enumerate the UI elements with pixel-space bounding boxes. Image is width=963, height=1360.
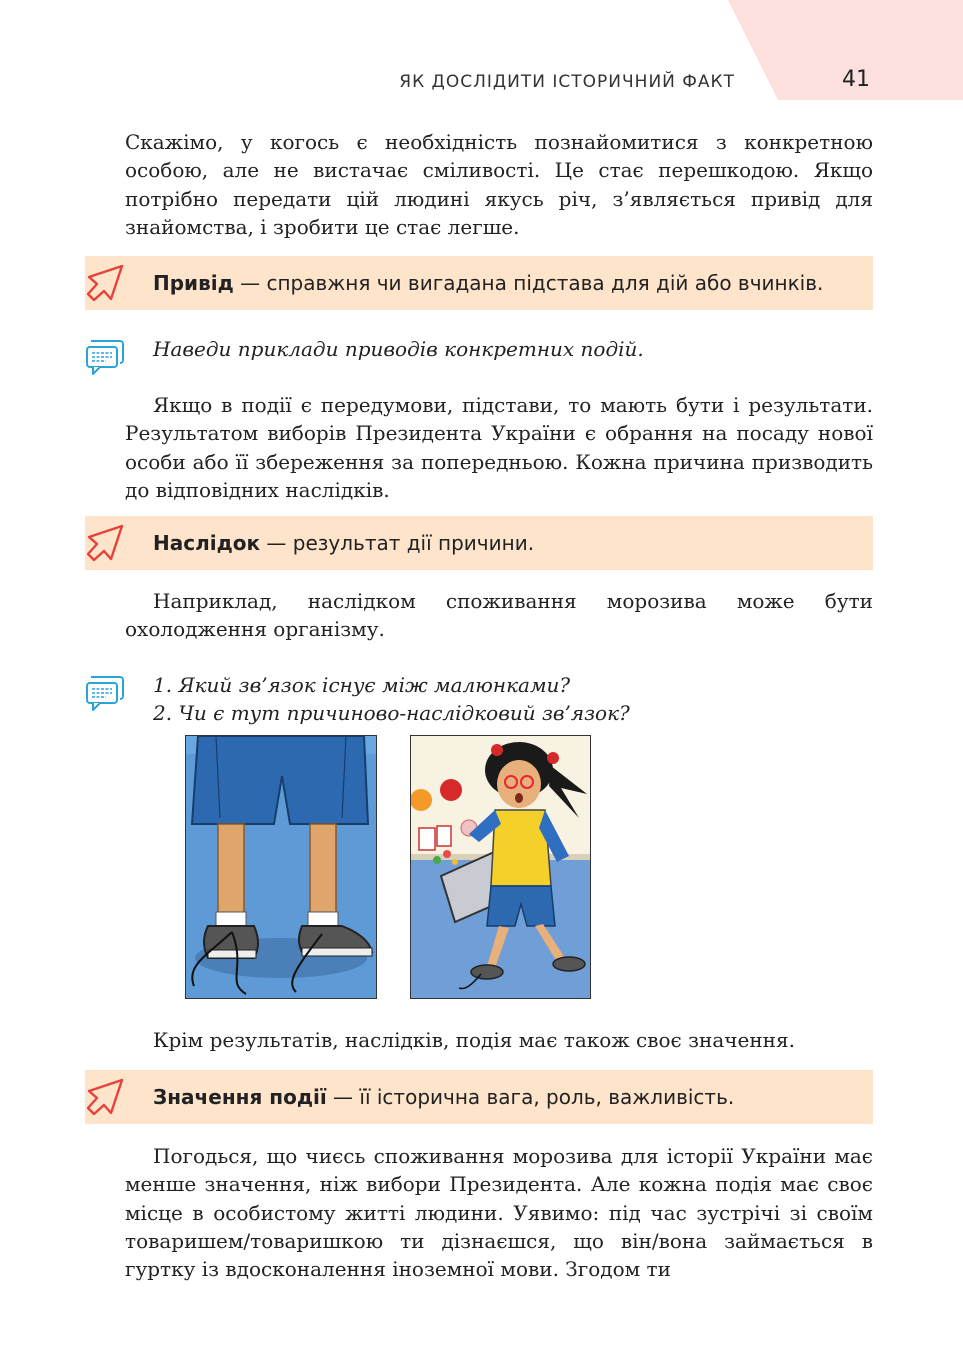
chat-icon [84, 674, 126, 714]
definition-term: Значення події [153, 1085, 327, 1109]
paragraph-4: Крім результатів, наслідків, подія має також своє значення. [153, 1028, 795, 1052]
definition-term: Привід [153, 271, 234, 295]
paragraph-1: Скажімо, у когось є необхідність познайомитися з конкретною особою, але не вистачає сміливості. Це стає перешкодою. Якщо потрібно передати цій людині якусь річ, з’являється привід для знайомства, і зробити це стає легше. [125, 130, 873, 239]
definition-box-naslidok [85, 516, 873, 570]
paragraph-5: Погодься, що чиєсь споживання морозива для історії України має менше значення, ніж вибори Президента. Але кожна подія має своє місце в особистому житті людини. Уявимо: під час зустрічі зі своїм товаришем/товаришкою ти дізнаєшся, що він/вона займається в гуртку із вдосконалення іноземної мови. Згодом ти [125, 1144, 873, 1282]
paragraph-3: Наприклад, наслідком споживання морозива може бути охолодження організму. [125, 589, 873, 642]
definition-body: — результат дії причини. [260, 531, 535, 555]
definition-term: Наслідок [153, 531, 261, 555]
definition-box-znachennia [85, 1070, 873, 1124]
task-question: Наведи приклади приводів конкретних подій. [153, 337, 644, 361]
task-question-1: 1. Який зв’язок існує між малюнками? [153, 673, 571, 697]
running-title: ЯК ДОСЛІДИТИ ІСТОРИЧНИЙ ФАКТ [399, 72, 735, 92]
definition-text [153, 1070, 734, 1124]
definition-body: — її історична вага, роль, важливість. [326, 1085, 735, 1109]
definition-body: — справжня чи вигадана підстава для дій або вчинків. [233, 271, 824, 295]
paragraph-2: Якщо в події є передумови, підстави, то мають бути і результати. Результатом виборів Президента України є обрання на посаду нової особи або її збереження за попередньою. Кожна причина призводить до відповідних наслідків. [125, 393, 873, 502]
task-question-2: 2. Чи є тут причиново-наслідковий зв’язок? [153, 701, 630, 725]
page-number: 41 [842, 67, 870, 92]
definition-text [153, 256, 823, 310]
arrow-icon [85, 263, 125, 303]
definition-text [153, 516, 534, 570]
illustration-girl-tripping [410, 735, 591, 999]
illustration-untied-shoes [185, 735, 377, 999]
chat-icon [84, 338, 126, 378]
arrow-icon [85, 1077, 125, 1117]
definition-box-pryvid [85, 256, 873, 310]
arrow-icon [85, 523, 125, 563]
